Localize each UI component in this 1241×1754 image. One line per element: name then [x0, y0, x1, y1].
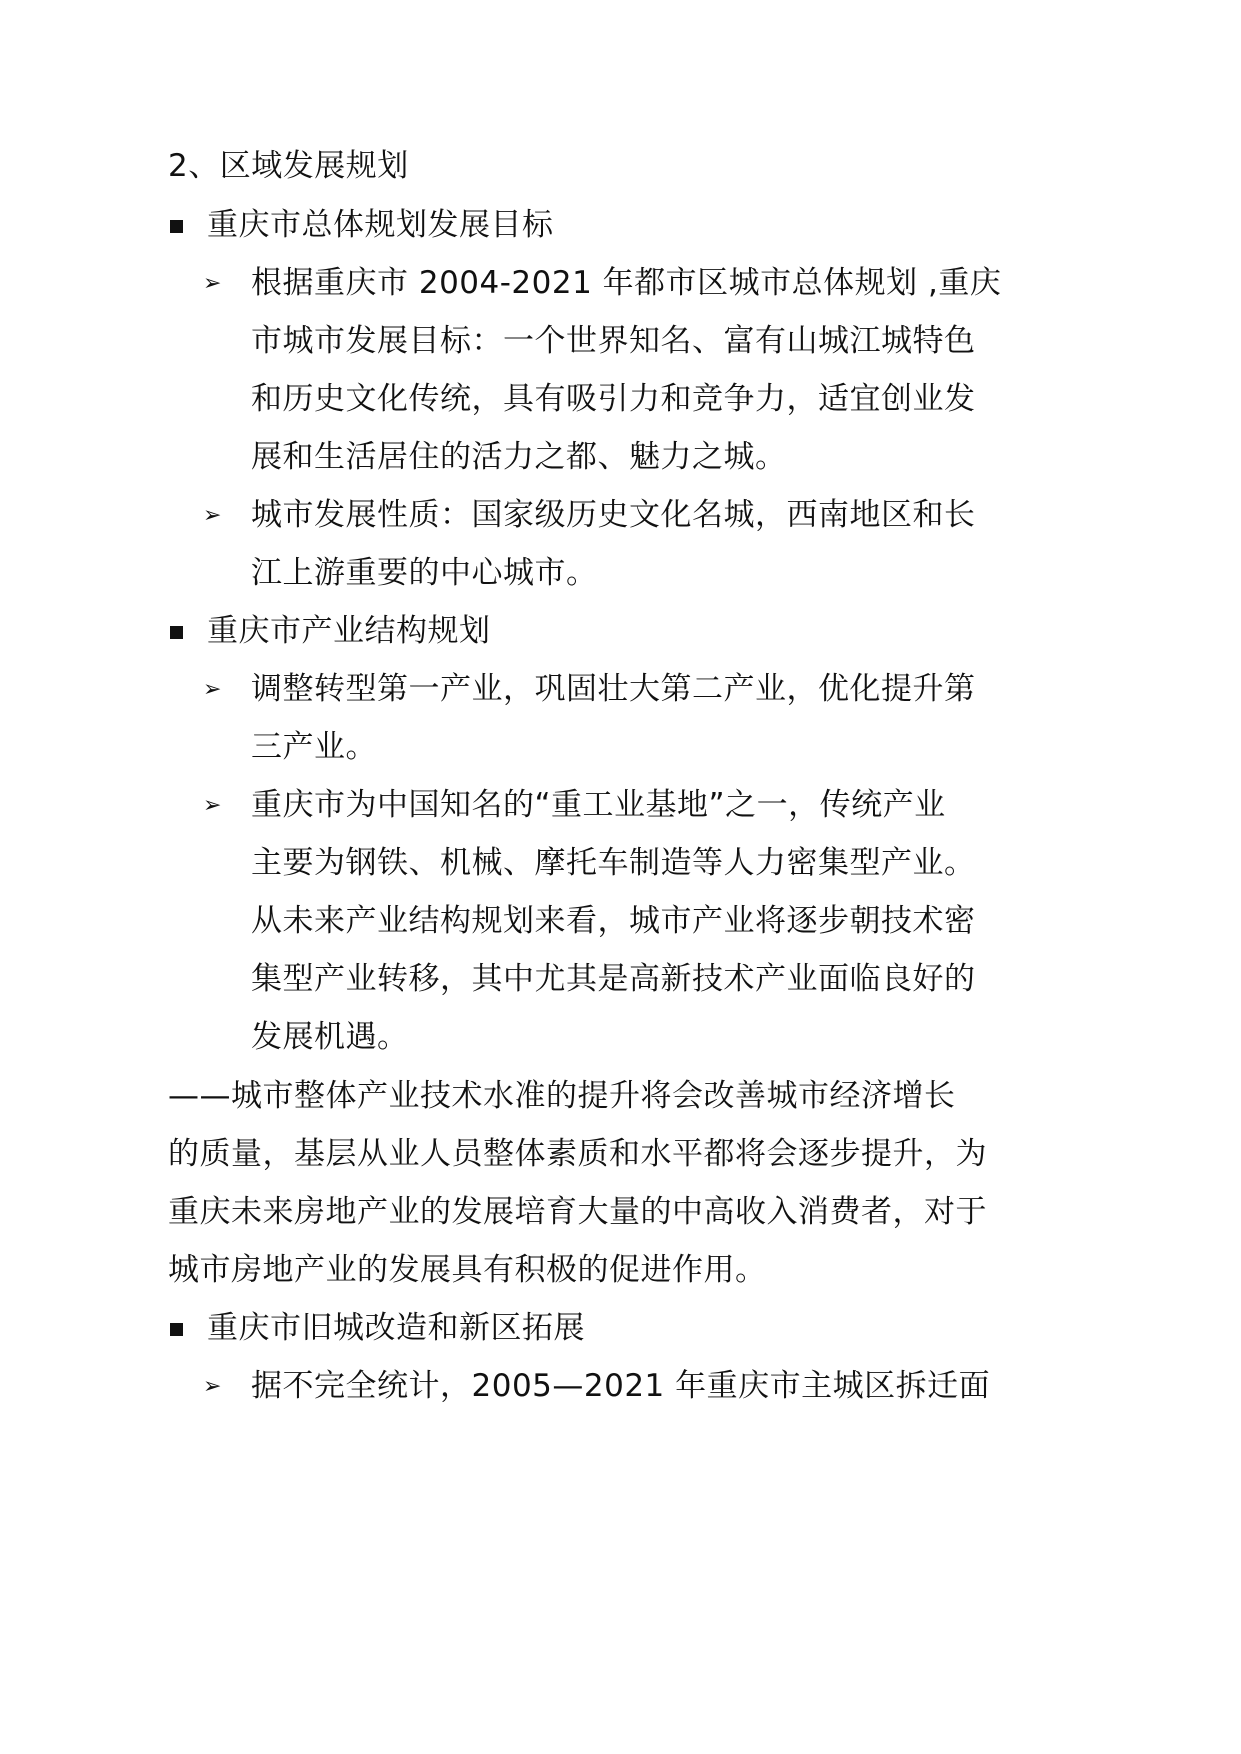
- arrow-bullet-icon: ➢: [203, 793, 222, 818]
- item-2-2-line-2: 主要为钢铁、机械、摩托车制造等人力密集型产业。: [251, 845, 976, 881]
- item-3-1-line-1: 据不完全统计，2005—2021 年重庆市主城区拆迁面: [251, 1368, 991, 1404]
- item-2-2-line-4: 集型产业转移，其中尤其是高新技术产业面临良好的: [251, 961, 976, 997]
- paragraph-line-2: 的质量，基层从业人员整体素质和水平都将会逐步提升，为: [168, 1136, 987, 1172]
- item-1-2-line-2: 江上游重要的中心城市。: [251, 555, 598, 591]
- square-bullet-icon: [170, 220, 183, 233]
- item-1-1-line-4: 展和生活居住的活力之都、魅力之城。: [251, 439, 787, 475]
- square-bullet-icon: [170, 1323, 183, 1336]
- arrow-bullet-icon: ➢: [203, 677, 222, 702]
- item-1-1-line-2: 市城市发展目标：一个世界知名、富有山城江城特色: [251, 323, 976, 359]
- item-2-1-line-1: 调整转型第一产业，巩固壮大第二产业，优化提升第: [251, 671, 976, 707]
- paragraph-line-1: ——城市整体产业技术水准的提升将会改善城市经济增长: [168, 1078, 956, 1114]
- paragraph-line-3: 重庆未来房地产业的发展培育大量的中高收入消费者，对于: [168, 1194, 987, 1230]
- section-heading: 2、区域发展规划: [168, 148, 409, 184]
- paragraph-line-4: 城市房地产业的发展具有积极的促进作用。: [168, 1252, 767, 1288]
- item-1-1-line-3: 和历史文化传统，具有吸引力和竞争力，适宜创业发: [251, 381, 976, 417]
- item-2-2-line-1: 重庆市为中国知名的“重工业基地”之一，传统产业: [251, 787, 946, 823]
- section-title-3: 重庆市旧城改造和新区拓展: [207, 1310, 585, 1346]
- arrow-bullet-icon: ➢: [203, 1374, 222, 1399]
- item-2-2-line-5: 发展机遇。: [251, 1019, 409, 1055]
- section-title-1: 重庆市总体规划发展目标: [207, 207, 554, 243]
- item-1-2-line-1: 城市发展性质：国家级历史文化名城，西南地区和长: [251, 497, 976, 533]
- item-1-1-line-1: 根据重庆市 2004-2021 年都市区城市总体规划 ,重庆: [251, 265, 1002, 301]
- item-2-2-line-3: 从未来产业结构规划来看，城市产业将逐步朝技术密: [251, 903, 976, 939]
- section-title-2: 重庆市产业结构规划: [207, 613, 491, 649]
- arrow-bullet-icon: ➢: [203, 271, 222, 296]
- item-2-1-line-2: 三产业。: [251, 729, 377, 765]
- square-bullet-icon: [170, 626, 183, 639]
- arrow-bullet-icon: ➢: [203, 503, 222, 528]
